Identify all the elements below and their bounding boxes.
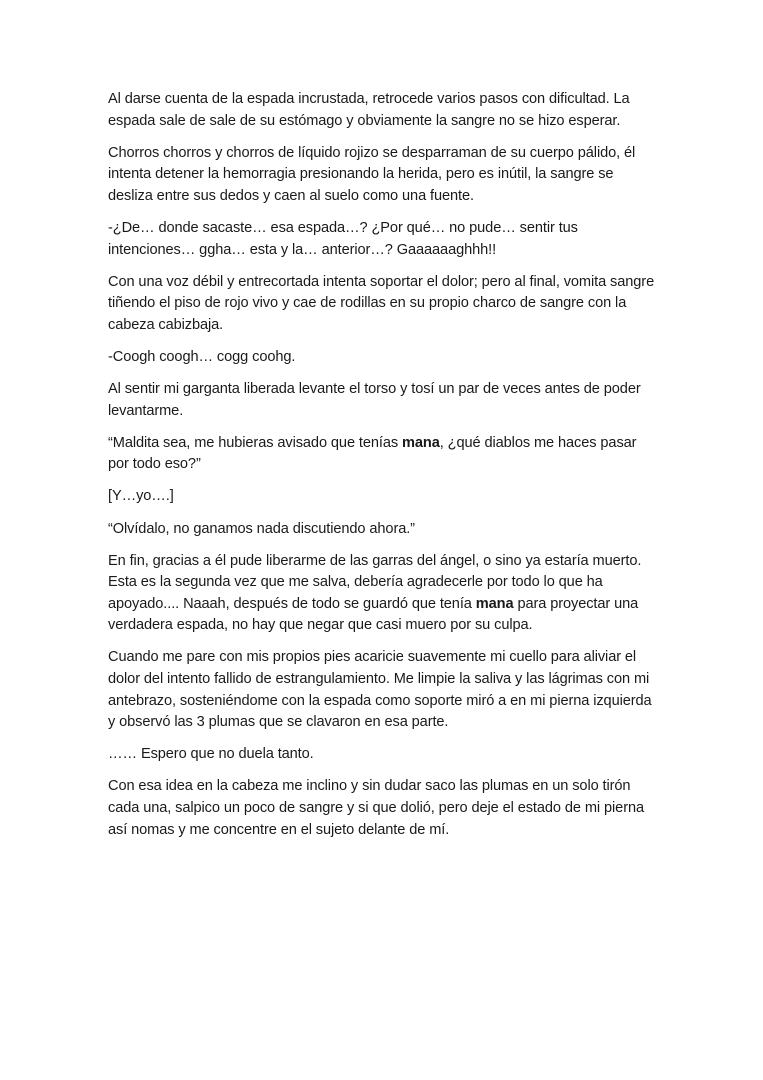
paragraph-11 bbox=[108, 647, 656, 733]
paragraph-text: , ¿qué diablos me haces pasar por todo eso?” bbox=[108, 434, 637, 473]
paragraph-8-dialogue bbox=[108, 486, 656, 508]
paragraph-10 bbox=[108, 551, 656, 637]
paragraph-9-dialogue bbox=[108, 519, 656, 541]
paragraph-13 bbox=[108, 776, 656, 841]
document-body bbox=[108, 89, 656, 852]
bold-term-mana: mana bbox=[475, 595, 514, 612]
paragraph-text: Al darse cuenta de la espada incrustada, retrocede varios pasos con dificultad. La espada sale de sale de su estómago y obviamente la sangre no se hizo esperar. bbox=[108, 91, 630, 129]
paragraph-text: Con esa idea en la cabeza me inclino y sin dudar saco las plumas en un solo tirón cada una, salpico un poco de sangre y si que dolió, pero deje el estado de mi pierna así nomas y me concentre en el sujeto delante de mí. bbox=[108, 778, 644, 838]
paragraph-6 bbox=[108, 379, 656, 422]
paragraph-text: …… Espero que no duela tanto. bbox=[108, 746, 314, 763]
paragraph-1 bbox=[108, 89, 656, 132]
paragraph-text: “Olvídalo, no ganamos nada discutiendo ahora.” bbox=[108, 520, 415, 537]
bold-term-mana: mana bbox=[402, 434, 440, 451]
paragraph-text: -¿De… donde sacaste… esa espada…? ¿Por qué… no pude… sentir tus intenciones… ggha… esta y la… anterior…? Gaaaaaaghhh!! bbox=[108, 219, 578, 258]
paragraph-12 bbox=[108, 744, 656, 766]
paragraph-7-dialogue bbox=[108, 433, 656, 476]
paragraph-text: [Y…yo….] bbox=[108, 488, 174, 505]
paragraph-text: Con una voz débil y entrecortada intenta soportar el dolor; pero al final, vomita sangre tiñendo el piso de rojo vivo y cae de rodillas en su propio charco de sangre con la cabeza cabizbaja. bbox=[108, 273, 655, 333]
paragraph-text: Cuando me pare con mis propios pies acaricie suavemente mi cuello para aliviar el dolor del intento fallido de estrangulamiento. Me limpie la saliva y las lágrimas con mi antebrazo, sosteniéndome con la espada como soporte miró a en mi pierna izquierda y observó las 3 plumas que se clavaron en esa parte. bbox=[108, 649, 652, 731]
paragraph-5-dialogue bbox=[108, 347, 656, 369]
paragraph-text: Al sentir mi garganta liberada levante el torso y tosí un par de veces antes de poder levantarme. bbox=[108, 381, 641, 419]
paragraph-text: Chorros chorros y chorros de líquido rojizo se desparraman de su cuerpo pálido, él intenta detener la hemorragia presionando la herida, pero es inútil, la sangre se desliza entre sus dedos y caen al suelo como una fuente. bbox=[108, 144, 636, 204]
paragraph-4 bbox=[108, 272, 656, 337]
paragraph-text: En fin, gracias a él pude liberarme de las garras del ángel, o sino ya estaría muerto. Esta es la segunda vez que me salva, debería agradecerle por todo lo que ha apoyado.... Naaah, después de todo se guardó que tenía bbox=[108, 552, 642, 612]
paragraph-text: “Maldita sea, me hubieras avisado que tenías bbox=[108, 434, 403, 451]
paragraph-text: para proyectar una verdadera espada, no hay que negar que casi muero por su culpa. bbox=[108, 595, 639, 634]
paragraph-text: -Coogh coogh… cogg coohg. bbox=[108, 348, 296, 365]
paragraph-3-dialogue bbox=[108, 218, 656, 261]
paragraph-2 bbox=[108, 143, 656, 208]
